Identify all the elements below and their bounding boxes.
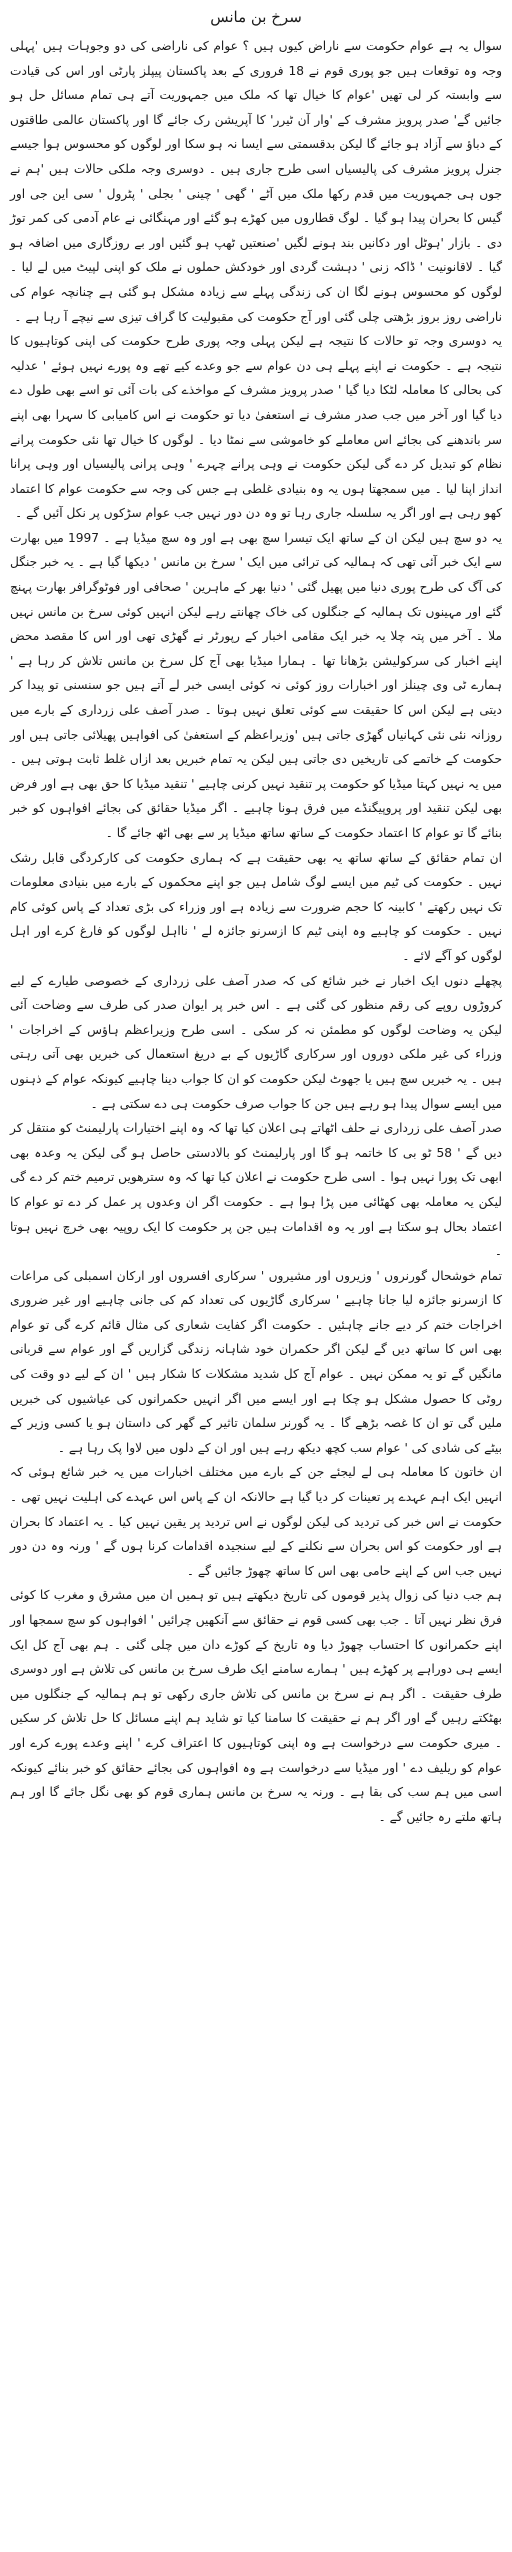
article-paragraph-3: یہ دو سچ ہیں لیکن ان کے ساتھ ایک تیسرا سچ بھی ہے اور وہ سچ میڈیا ہے ۔ 1997 میں بھارت سے ایک خبر آئی تھی کہ ہمالیہ کی ترائی میں ایک ' سرخ بن مانس ' دیکھا گیا ہے ۔ یہ خبر جنگل کی آگ کی طرح پوری دنیا میں پھیل گئی ' دنیا بھر کے ماہرین ' صحافی اور فوٹوگرافر بھارت پہنچ گئے اور مہینوں تک ہمالیہ کے جنگلوں کی خاک چھانتے رہے لیکن انہیں کوئی سرخ بن مانس نہیں ملا ۔ آخر میں پتہ چلا یہ خبر ایک مقامی اخبار کے رپورٹر نے گھڑی تھی اور اس کا مقصد محض اپنے اخبار کی سرکولیشن بڑھانا تھا ۔ ہمارا میڈیا بھی آج کل سرخ بن مانس تلاش کر رہا ہے ' ہمارے ٹی وی چینلز اور اخبارات روز کوئی نہ کوئی ایسی خبر لے آتے ہیں جو سنسنی تو پیدا کر دیتی ہے لیکن اس کا حقیقت سے کوئی تعلق نہیں ہوتا ۔ صدر آصف علی زرداری کے بارے میں روزانہ نئی نئی کہانیاں گھڑی جاتی ہیں 'وزیراعظم کے استعفیٰ کی افواہیں پھیلائی جاتی ہیں اور حکومت کے خاتمے کی تاریخیں دی جاتی ہیں لیکن یہ تمام خبریں بعد ازاں غلط ثابت ہوتی ہیں ۔ میں یہ نہیں کہتا میڈیا کو حکومت پر تنقید نہیں کرنی چاہیے ' تنقید میڈیا کا حق بھی ہے اور فرض بھی لیکن تنقید اور پروپیگنڈے میں فرق ہونا چاہیے ۔ اگر میڈیا حقائق کی بجائے افواہوں کو خبر بنائے گا تو عوام کا اعتماد حکومت کے ساتھ ساتھ میڈیا پر سے بھی اٹھ جائے گا ۔: [10, 530, 502, 840]
article-paragraph-5: پچھلے دنوں ایک اخبار نے خبر شائع کی کہ صدر آصف علی زرداری کے خصوصی طیارے کے لیے کروڑوں روپے کی رقم منظور کی گئی ہے ۔ اس خبر پر ایوان صدر کی طرف سے وضاحت آئی لیکن یہ وضاحت لوگوں کو مطمئن نہ کر سکی ۔ اسی طرح وزیراعظم ہاؤس کے اخراجات ' وزراء کی غیر ملکی دوروں اور سرکاری گاڑیوں کے بے دریغ استعمال کی خبریں بھی آتی رہتی ہیں ۔ یہ خبریں سچ ہیں یا جھوٹ لیکن حکومت کو ان کا جواب دینا چاہیے کیونکہ عوام کے ذہنوں میں ایسے سوال پیدا ہو رہے ہیں جن کا جواب صرف حکومت ہی دے سکتی ہے ۔: [10, 973, 502, 1111]
article-paragraph-2: یہ دوسری وجہ تو حالات کا نتیجہ ہے لیکن پہلی وجہ پوری طرح حکومت کی اپنی کوتاہیوں کا نتیجہ ہے ۔ حکومت نے اپنے پہلے ہی دن عوام سے جو وعدے کیے تھے وہ پورے نہیں ہوئے ' عدلیہ کی بحالی کا معاملہ لٹکا دیا گیا ' صدر پرویز مشرف کے مواخذے کی بات آئی تو اسے بھی طول دے دیا گیا اور آخر میں جب صدر مشرف نے استعفیٰ دیا تو حکومت نے اس کامیابی کا سہرا بھی اپنے سر باندھنے کی بجائے اس معاملے کو خاموشی سے نمٹا دیا ۔ لوگوں کا خیال تھا نئی حکومت پرانے نظام کو تبدیل کر دے گی لیکن حکومت نے وہی پرانے چہرے ' وہی پرانی پالیسیاں اور وہی پرانا انداز اپنا لیا ۔ میں سمجھتا ہوں یہ وہ بنیادی غلطی ہے جس کی وجہ سے حکومت عوام کا اعتماد کھو رہی ہے اور اگر یہ سلسلہ جاری رہا تو وہ دن دور نہیں جب عوام سڑکوں پر نکل آئیں گے ۔: [10, 334, 502, 521]
article-paragraph-4: ان تمام حقائق کے ساتھ ساتھ یہ بھی حقیقت ہے کہ ہماری حکومت کی کارکردگی قابل رشک نہیں ۔ حکومت کی ٹیم میں ایسے لوگ شامل ہیں جو اپنے محکموں کے بارے میں بنیادی معلومات تک نہیں رکھتے ' کابینہ کا حجم ضرورت سے زیادہ ہے اور وزراء کی بڑی تعداد کے پاس کوئی کام نہیں ۔ حکومت کو چاہیے وہ اپنی ٹیم کا ازسرنو جائزہ لے ' نااہل لوگوں کو فارغ کرے اور اہل لوگوں کو آگے لائے ۔: [10, 850, 502, 963]
article-paragraph-9: ہم جب دنیا کی زوال پذیر قوموں کی تاریخ دیکھتے ہیں تو ہمیں ان میں مشرق و مغرب کا کوئی فرق نظر نہیں آتا ۔ جب بھی کسی قوم نے حقائق سے آنکھیں چرائیں ' افواہوں کو سچ سمجھا اور اپنے حکمرانوں کا احتساب چھوڑ دیا وہ تاریخ کے کوڑے دان میں چلی گئی ۔ ہم بھی آج کل ایک ایسے ہی دوراہے پر کھڑے ہیں ' ہمارے سامنے ایک طرف سرخ بن مانس کی تلاش ہے اور دوسری طرف حقیقت ۔ اگر ہم نے سرخ بن مانس کی تلاش جاری رکھی تو ہم ہمالیہ کے جنگلوں میں بھٹکتے رہیں گے اور اگر ہم نے حقیقت کا سامنا کیا تو شاید ہم اپنے مسائل کا حل تلاش کر سکیں ۔ میری حکومت سے درخواست ہے وہ اپنی کوتاہیوں کا اعتراف کرے ' اپنے وعدے پورے کرے اور عوام کو ریلیف دے ' اور میڈیا سے درخواست ہے وہ افواہوں کی بجائے حقائق کو خبر بنائے کیونکہ اسی میں ہم سب کی بقا ہے ۔ ورنہ یہ سرخ بن مانس ہماری قوم کو بھی نگل جائے گا اور ہم ہاتھ ملتے رہ جائیں گے ۔: [10, 1588, 502, 1824]
article-title: سرخ بن مانس: [210, 8, 302, 26]
article-paragraph-8: ان خاتون کا معاملہ ہی لے لیجئے جن کے بارے میں مختلف اخبارات میں یہ خبر شائع ہوئی کہ انہیں ایک اہم عہدے پر تعینات کر دیا گیا ہے حالانکہ ان کے پاس اس عہدے کی اہلیت نہیں تھی ۔ حکومت نے اس خبر کی تردید کی لیکن لوگوں نے اس تردید پر یقین نہیں کیا ۔ یہ اعتماد کا بحران ہے اور حکومت کو اس بحران سے نکلنے کے لیے سنجیدہ اقدامات کرنا ہوں گے ' ورنہ وہ دن دور نہیں جب اس کے اپنے حامی بھی اس کا ساتھ چھوڑ جائیں گے ۔: [10, 1465, 502, 1578]
article-paragraph-1: سوال یہ ہے عوام حکومت سے ناراض کیوں ہیں ؟ عوام کی ناراضی کی دو وجوہات ہیں 'پہلی وجہ وہ توقعات ہیں جو پوری قوم نے 18 فروری کے بعد پاکستان پیپلز پارٹی اور اس کی قیادت سے وابستہ کر لی تھیں 'عوام کا خیال تھا کہ ملک میں جمہوریت آتے ہی تمام مسائل حل ہو جائیں گے' صدر پرویز مشرف کے 'وار آن ٹیرر' کا آپریشن رک جائے گا اور پاکستان عالمی طاقتوں کے دباؤ سے آزاد ہو جائے گا لیکن بدقسمتی سے ایسا نہ ہو سکا اور لوگوں کو محسوس ہوا جیسے جنرل پرویز مشرف کی پالیسیاں اسی طرح جاری ہیں ۔ دوسری وجہ ملکی حالات ہیں 'ہم نے جوں ہی جمہوریت میں قدم رکھا ملک میں آٹے ' گھی ' چینی ' بجلی ' پٹرول ' سی این جی اور گیس کا بحران پیدا ہو گیا ۔ لوگ قطاروں میں کھڑے ہو گئے اور مہنگائی نے عام آدمی کی کمر توڑ دی ۔ بازار 'ہوٹل اور دکانیں بند ہونے لگیں 'صنعتیں ٹھپ ہو گئیں اور بے روزگاری میں اضافہ ہو گیا ۔ لاقانونیت ' ڈاکہ زنی ' دہشت گردی اور خودکش حملوں نے ملک کو اپنی لپیٹ میں لے لیا ۔ لوگوں کو محسوس ہونے لگا ان کی زندگی پہلے سے زیادہ مشکل ہو گئی ہے چنانچہ عوام کی ناراضی روز بروز بڑھتی چلی گئی اور آج حکومت کی مقبولیت کا گراف تیزی سے نیچے آ رہا ہے ۔: [10, 39, 502, 324]
article-paragraph-7: تمام خوشحال گورنروں ' وزیروں اور مشیروں ' سرکاری افسروں اور ارکان اسمبلی کی مراعات کا ازسرنو جائزہ لیا جانا چاہیے ' سرکاری گاڑیوں کی تعداد کم کی جانی چاہیے اور غیر ضروری اخراجات ختم کر دیے جانے چاہئیں ۔ حکومت اگر کفایت شعاری کی مثال قائم کرے گی تو عوام بھی اس کا ساتھ دیں گے لیکن اگر حکمران خود شاہانہ زندگی گزاریں گے اور عوام سے قربانی مانگیں گے تو یہ ممکن نہیں ۔ عوام آج کل شدید مشکلات کا شکار ہیں ' ان کے لیے دو وقت کی روٹی کا حصول مشکل ہو چکا ہے اور ایسے میں اگر انہیں حکمرانوں کی عیاشیوں کی خبریں ملیں گی تو ان کا غصہ بڑھے گا ۔ یہ گورنر سلمان تاثیر کے گھر کی داستان ہو یا کسی وزیر کے بیٹے کی شادی کی ' عوام سب کچھ دیکھ رہے ہیں اور ان کے دلوں میں لاوا پک رہا ہے ۔: [10, 1268, 502, 1455]
article-paragraph-6: صدر آصف علی زرداری نے حلف اٹھاتے ہی اعلان کیا تھا کہ وہ اپنے اختیارات پارلیمنٹ کو منتقل کر دیں گے ' 58 ٹو بی کا خاتمہ ہو گا اور پارلیمنٹ کو بالادستی حاصل ہو گی لیکن یہ وعدہ بھی ابھی تک پورا نہیں ہوا ۔ اسی طرح حکومت نے اعلان کیا تھا کہ وہ سترھویں ترمیم ختم کر دے گی لیکن یہ معاملہ بھی کھٹائی میں پڑا ہوا ہے ۔ حکومت اگر ان وعدوں پر عمل کر دے تو عوام کا اعتماد بحال ہو سکتا ہے اور یہ وہ اقدامات ہیں جن پر حکومت کا ایک روپیہ بھی خرچ نہیں ہوتا ۔: [10, 1121, 502, 1259]
